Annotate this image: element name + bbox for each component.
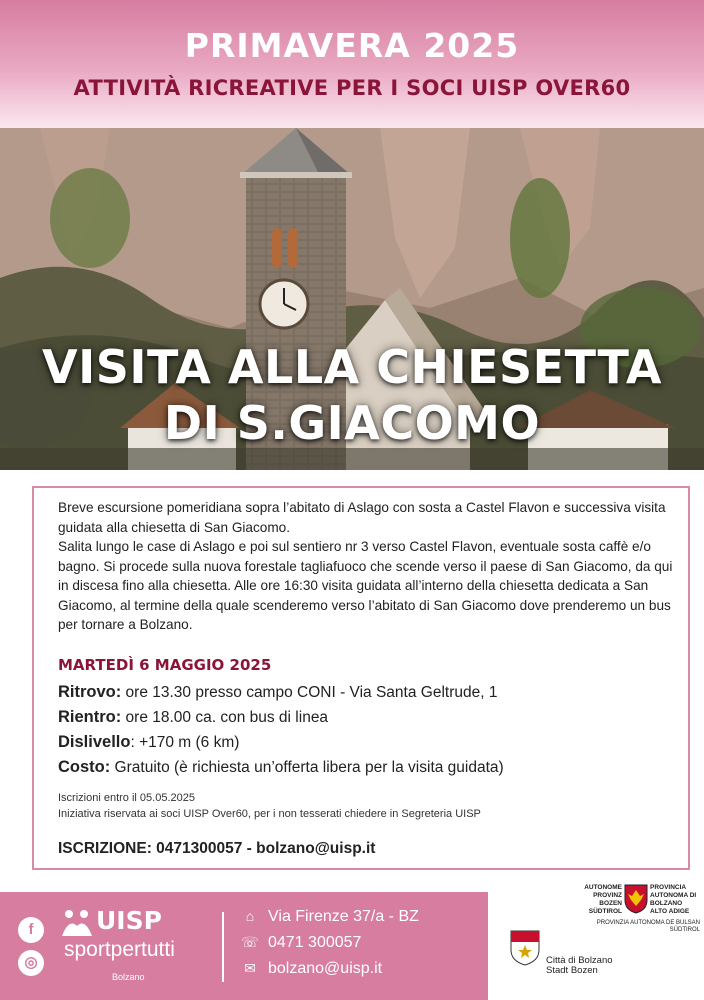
detail-value: Gratuito (è richiesta un’offerta libera per la visita guidata) — [110, 759, 504, 776]
city-name-it: Città di Bolzano — [546, 955, 613, 966]
city-name-de: Stadt Bozen — [546, 965, 598, 976]
province-name-it: PROVINCIA AUTONOMA DI BOLZANO ALTO ADIGE — [650, 884, 697, 915]
contact-address — [240, 908, 419, 926]
facebook-icon[interactable]: f — [18, 917, 44, 943]
signup-contact: ISCRIZIONE: 0471300057 - bolzano@uisp.it — [58, 840, 376, 857]
city-logo — [508, 930, 628, 976]
members-only-note: Iniziativa riservata ai soci UISP Over60, per i non tesserati chiedere in Segreteria UISP — [58, 808, 481, 820]
instagram-icon[interactable]: ◎ — [18, 950, 44, 976]
footer-divider — [222, 912, 224, 982]
contact-phone[interactable] — [240, 934, 361, 952]
contact-email[interactable] — [240, 960, 382, 978]
detail-cost — [58, 755, 678, 780]
city-shield-icon — [510, 930, 540, 966]
detail-value: ore 18.00 ca. con bus di linea — [121, 709, 329, 726]
uisp-brand: UISP — [96, 906, 162, 935]
event-date: MARTEDÌ 6 MAGGIO 2025 — [58, 656, 272, 674]
event-details — [58, 680, 678, 780]
uisp-logo — [60, 906, 190, 996]
detail-elevation — [58, 730, 678, 755]
description-paragraph-2: Salita lungo le case di Aslago e poi sul sentiero nr 3 verso Castel Flavon, eventuale sosta caffè e/o bagno. Si procede sulla nuova forestale tagliafuoco che scende verso il paese di San Giacomo, da qui in discesa fino alla chiesetta. Alle ore 16:30 visita guidata all’interno della chiesetta dedicata a San Giacomo, al termine della quale scenderemo verso l’abitato di San Giacomo dove prenderemo un bus per tornare a Bolzano. — [58, 539, 673, 632]
event-info-box — [32, 486, 690, 870]
header-banner — [0, 0, 704, 128]
uisp-city: Bolzano — [112, 972, 145, 982]
detail-value: ore 13.30 presso campo CONI - Via Santa Geltrude, 1 — [121, 684, 498, 701]
detail-label: Costo: — [58, 758, 111, 776]
detail-meeting-point — [58, 680, 678, 705]
province-name-lad: PROVINZIA AUTONOMA DE BULSAN SÜDTIROL — [596, 920, 700, 933]
uisp-figures-icon — [60, 908, 94, 938]
mail-icon: ✉ — [244, 960, 256, 976]
detail-label: Ritrovo: — [58, 683, 122, 701]
detail-label: Rientro: — [58, 708, 122, 726]
eagle-shield-icon — [624, 884, 648, 914]
description-paragraph-1: Breve escursione pomeridiana sopra l’abitato di Aslago con sosta a Castel Flavon e successiva visita guidata alla chiesetta di San Giacomo. — [58, 500, 666, 535]
home-icon: ⌂ — [245, 908, 255, 924]
city-name — [546, 956, 613, 976]
province-name-de: AUTONOME PROVINZ BOZEN SÜDTIROL — [584, 884, 622, 915]
phone-text[interactable]: 0471 300057 — [268, 934, 362, 951]
email-text[interactable]: bolzano@uisp.it — [268, 960, 383, 977]
phone-icon: ☏ — [241, 934, 259, 950]
uisp-tagline: sportpertutti — [64, 938, 175, 961]
registration-deadline: Iscrizioni entro il 05.05.2025 — [58, 792, 195, 804]
registration-notes — [58, 790, 481, 822]
detail-return — [58, 705, 678, 730]
footer-band — [0, 892, 488, 1000]
event-title-line2: DI S.GIACOMO — [163, 396, 541, 450]
detail-label: Dislivello — [58, 733, 131, 751]
activity-subtitle: ATTIVITÀ RICREATIVE PER I SOCI UISP OVER60 — [73, 76, 631, 100]
address-text: Via Firenze 37/a - BZ — [268, 908, 419, 925]
event-title-line1: VISITA ALLA CHIESETTA — [42, 340, 662, 394]
season-title: PRIMAVERA 2025 — [184, 26, 520, 65]
church-photo — [0, 128, 704, 470]
event-description — [58, 498, 678, 635]
detail-value: : +170 m (6 km) — [130, 734, 240, 751]
